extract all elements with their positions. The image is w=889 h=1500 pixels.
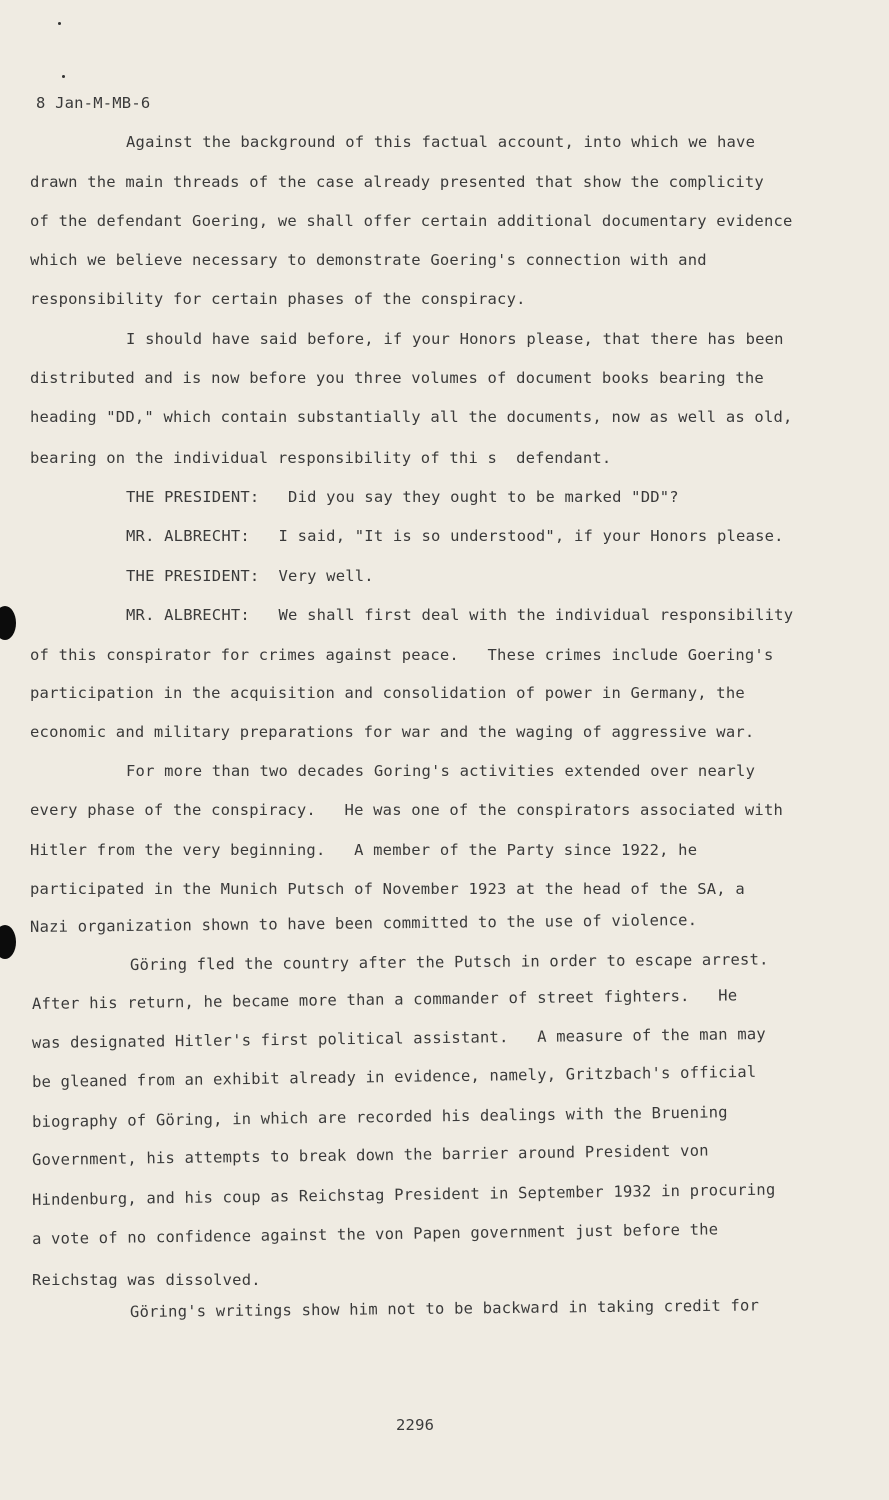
text-line: Against the background of this factual account, into which we have [126, 133, 756, 151]
text-line: For more than two decades Goring's activities extended over nearly [126, 762, 756, 780]
text-line: Government, his attempts to break down the barrier around President von [31, 1141, 709, 1169]
text-line: of the defendant Goering, we shall offer certain additional documentary evidence [30, 212, 793, 230]
text-line: Hitler from the very beginning. A member of the Party since 1922, he [30, 841, 698, 859]
punch-hole-upper [0, 606, 16, 640]
text-line: economic and military preparations for war and the waging of aggressive war. [30, 723, 755, 741]
document-reference: 8 Jan-M-MB-6 [36, 94, 151, 112]
text-line: was designated Hitler's first political assistant. A measure of the man may [31, 1025, 767, 1052]
text-line: every phase of the conspiracy. He was one of the conspirators associated with [30, 801, 784, 819]
text-line: which we believe necessary to demonstrate Goering's connection with and [30, 251, 707, 269]
text-line: bearing on the individual responsibility of thi s defendant. [30, 449, 612, 467]
text-line: heading "DD," which contain substantially all the documents, now as well as old, [30, 408, 793, 426]
text-line: Hindenburg, and his coup as Reichstag President in September 1932 in procuring [31, 1180, 776, 1209]
dialogue-line: THE PRESIDENT: Very well. [126, 567, 374, 585]
text-line: Nazi organization shown to have been committed to the use of violence. [29, 911, 698, 936]
dialogue-line: MR. ALBRECHT: I said, "It is so understood", if your Honors please. [126, 527, 784, 545]
dialogue-line: MR. ALBRECHT: We shall first deal with the individual responsibility [126, 606, 794, 624]
punch-hole-lower [0, 925, 16, 959]
text-line: participation in the acquisition and consolidation of power in Germany, the [30, 684, 745, 702]
text-line: a vote of no confidence against the von Papen government just before the [31, 1220, 719, 1248]
text-line: distributed and is now before you three volumes of document books bearing the [30, 369, 764, 387]
text-line: Göring's writings show him not to be backward in taking credit for [129, 1296, 760, 1321]
text-line: biography of Göring, in which are recorded his dealings with the Bruening [31, 1103, 728, 1131]
text-line: responsibility for certain phases of the conspiracy. [30, 290, 526, 308]
text-line: After his return, he became more than a commander of street fighters. He [31, 986, 738, 1013]
dialogue-line: THE PRESIDENT: Did you say they ought to be marked "DD"? [126, 488, 679, 506]
text-line: drawn the main threads of the case already presented that show the complicity [30, 173, 764, 191]
text-line: be gleaned from an exhibit already in evidence, namely, Gritzbach's official [31, 1062, 757, 1091]
ink-speck [58, 22, 61, 25]
text-line: of this conspirator for crimes against peace. These crimes include Goering's [30, 646, 774, 664]
text-line: participated in the Munich Putsch of November 1923 at the head of the SA, a [30, 880, 745, 898]
text-line: Reichstag was dissolved. [32, 1271, 261, 1289]
ink-speck [62, 75, 65, 78]
text-line: Göring fled the country after the Putsch in order to escape arrest. [129, 950, 769, 974]
page-number: 2296 [396, 1416, 435, 1434]
text-line: I should have said before, if your Honors please, that there has been [126, 330, 784, 348]
